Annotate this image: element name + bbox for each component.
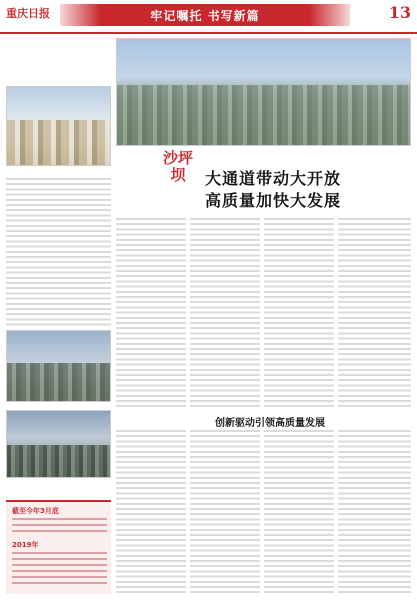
city-skyline-image [117, 85, 410, 145]
body-column-5 [116, 430, 186, 595]
left-photo-2 [6, 330, 111, 402]
section-banner [60, 4, 350, 26]
industrial-park-image [7, 363, 110, 401]
body-column-1 [116, 218, 186, 408]
lead-photo [116, 38, 411, 146]
body-column-4 [338, 218, 411, 408]
body-column-7 [264, 430, 334, 595]
page-header [0, 0, 417, 34]
intro-text-column [6, 178, 111, 326]
left-photo-3 [6, 410, 111, 478]
headline-line-2: 高质量加快大发展 [205, 191, 342, 210]
logistics-hub-image [7, 445, 110, 477]
banner-title: 牢记嘱托 书写新篇 [150, 9, 260, 23]
page-number: 13 [388, 3, 411, 22]
building-image [7, 120, 110, 165]
district-label: 沙坪坝 [162, 149, 193, 184]
body-column-8 [338, 430, 411, 595]
newspaper-logo: 重庆日报 [6, 7, 50, 20]
body-column-2 [190, 218, 260, 408]
stats-box [6, 500, 111, 594]
left-photo-1 [6, 86, 111, 166]
stat-heading-2: 2019年 [12, 541, 39, 549]
body-column-3 [264, 218, 334, 408]
stat-heading-1: 截至今年3月底 [12, 507, 59, 515]
headline-line-1: 大通道带动大开放 [205, 169, 342, 188]
section-2-title: 创新驱动引领高质量发展 [215, 418, 325, 429]
body-column-6 [190, 430, 260, 595]
